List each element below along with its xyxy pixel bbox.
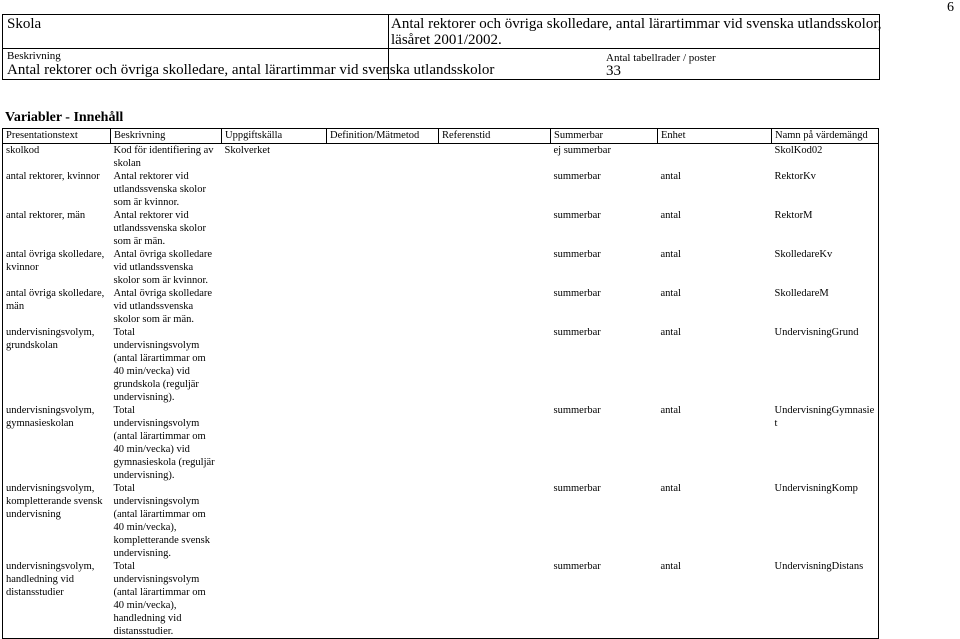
page-number: 6: [947, 0, 954, 15]
cell-summable: summerbar: [553, 405, 601, 416]
variables-table: [2, 128, 879, 639]
cell-source: [222, 287, 327, 326]
cell-source: [222, 248, 327, 287]
cell-definition: [327, 209, 439, 248]
cell-unit: antal: [660, 210, 681, 221]
cell-presentation: skolkod: [3, 144, 111, 171]
column-header-source: Uppgiftskälla: [222, 129, 327, 144]
cell-reference-time: [439, 287, 551, 326]
cell-summable: summerbar: [553, 171, 601, 182]
cell-description: Antal övriga skolledare vid utlandssvenska skolor som är män.: [113, 288, 213, 325]
cell-summable: summerbar: [553, 210, 601, 221]
cell-source: [222, 326, 327, 404]
table-row: [3, 144, 879, 171]
cell-value-set: SkolledareKv: [772, 248, 879, 287]
cell-reference-time: [439, 404, 551, 482]
table-row: [3, 326, 879, 404]
column-header-presentation: Presentationstext: [3, 129, 111, 144]
header-description-label: Beskrivning: [7, 50, 61, 62]
column-header-definition: Definition/Mätmetod: [327, 129, 439, 144]
cell-unit: [658, 144, 772, 171]
cell-value-set: UndervisningGymnasiet: [772, 404, 879, 482]
cell-reference-time: [439, 560, 551, 639]
document-header: [2, 14, 880, 80]
cell-summable: summerbar: [553, 249, 601, 260]
table-row: [3, 209, 879, 248]
cell-description: Kod för identifiering av skolan: [111, 144, 222, 171]
cell-summable: summerbar: [553, 327, 601, 338]
cell-summable: summerbar: [553, 288, 601, 299]
cell-reference-time: [439, 209, 551, 248]
cell-reference-time: [439, 326, 551, 404]
cell-presentation: antal rektorer, män: [3, 209, 111, 248]
cell-source: [222, 209, 327, 248]
table-row: [3, 248, 879, 287]
header-title-line2: läsåret 2001/2002.: [391, 32, 502, 48]
cell-presentation: antal övriga skolledare, kvinnor: [3, 248, 111, 287]
table-row: [3, 170, 879, 209]
table-row: [3, 560, 879, 639]
cell-description: Total undervisningsvolym (antal lärartimmar om 40 min/vecka) vid grundskola (reguljär undervisning).: [113, 327, 206, 403]
cell-presentation: undervisningsvolym, gymnasieskolan: [3, 404, 111, 482]
cell-summable: summerbar: [553, 483, 601, 494]
table-row: [3, 287, 879, 326]
header-rows-value: 33: [606, 63, 621, 79]
cell-definition: [327, 404, 439, 482]
cell-value-set: SkolledareM: [772, 287, 879, 326]
cell-definition: [327, 560, 439, 639]
header-title-line1: Antal rektorer och övriga skolledare, antal lärartimmar vid svenska utlandsskolor,: [391, 16, 882, 32]
cell-reference-time: [439, 248, 551, 287]
cell-presentation: undervisningsvolym, grundskolan: [3, 326, 111, 404]
column-header-unit: Enhet: [658, 129, 772, 144]
header-description-value: Antal rektorer och övriga skolledare, antal lärartimmar vid svenska utlandsskolor: [7, 62, 495, 78]
cell-unit: antal: [660, 288, 681, 299]
cell-definition: [327, 287, 439, 326]
cell-source: [222, 404, 327, 482]
variables-table-container: [2, 128, 878, 639]
cell-summable: ej summerbar: [551, 144, 658, 171]
cell-value-set: UndervisningDistans: [772, 560, 879, 639]
cell-description: Antal rektorer vid utlandssvenska skolor som är kvinnor.: [113, 171, 206, 208]
cell-unit: antal: [660, 327, 681, 338]
table-row: [3, 482, 879, 560]
cell-summable: summerbar: [551, 560, 658, 639]
column-header-reference-time: Referenstid: [439, 129, 551, 144]
cell-description: Total undervisningsvolym (antal lärartimmar om 40 min/vecka) vid gymnasieskola (reguljär undervisning).: [113, 405, 215, 481]
cell-presentation: undervisningsvolym, handledning vid distansstudier: [3, 560, 111, 639]
cell-definition: [327, 144, 439, 171]
cell-presentation: antal övriga skolledare, män: [3, 287, 111, 326]
section-title: Variabler - Innehåll: [5, 110, 124, 125]
cell-unit: antal: [660, 405, 681, 416]
cell-source: [222, 482, 327, 560]
cell-unit: antal: [660, 171, 681, 182]
cell-source: Skolverket: [222, 144, 327, 171]
cell-description: Total undervisningsvolym (antal lärartimmar om 40 min/vecka), kompletterande svensk undervisning.: [113, 483, 211, 559]
cell-definition: [327, 248, 439, 287]
column-header-summable: Summerbar: [551, 129, 658, 144]
cell-definition: [327, 170, 439, 209]
column-header-description: Beskrivning: [111, 129, 222, 144]
header-rows-label: Antal tabellrader / poster: [606, 52, 716, 64]
cell-value-set: RektorM: [772, 209, 879, 248]
cell-source: [222, 560, 327, 639]
cell-definition: [327, 326, 439, 404]
cell-value-set: SkolKod02: [772, 144, 879, 171]
header-subject: Skola: [7, 16, 42, 32]
cell-reference-time: [439, 144, 551, 171]
cell-description: Antal rektorer vid utlandssvenska skolor som är män.: [113, 210, 206, 247]
cell-description: Total undervisningsvolym (antal lärartimmar om 40 min/vecka), handledning vid distansstudier.: [111, 560, 222, 639]
table-row: [3, 404, 879, 482]
cell-definition: [327, 482, 439, 560]
column-header-value-set: Namn på värdemängd: [772, 129, 879, 144]
cell-source: [222, 170, 327, 209]
cell-presentation: undervisningsvolym, kompletterande svensk undervisning: [3, 482, 111, 560]
cell-value-set: RektorKv: [772, 170, 879, 209]
cell-reference-time: [439, 482, 551, 560]
cell-description: Antal övriga skolledare vid utlandssvenska skolor som är kvinnor.: [113, 249, 213, 286]
cell-presentation: antal rektorer, kvinnor: [3, 170, 111, 209]
cell-reference-time: [439, 170, 551, 209]
cell-value-set: UndervisningKomp: [772, 482, 879, 560]
table-header-row: [3, 129, 879, 144]
cell-unit: antal: [660, 483, 681, 494]
cell-unit: antal: [660, 249, 681, 260]
cell-unit: antal: [658, 560, 772, 639]
cell-value-set: UndervisningGrund: [772, 326, 879, 404]
